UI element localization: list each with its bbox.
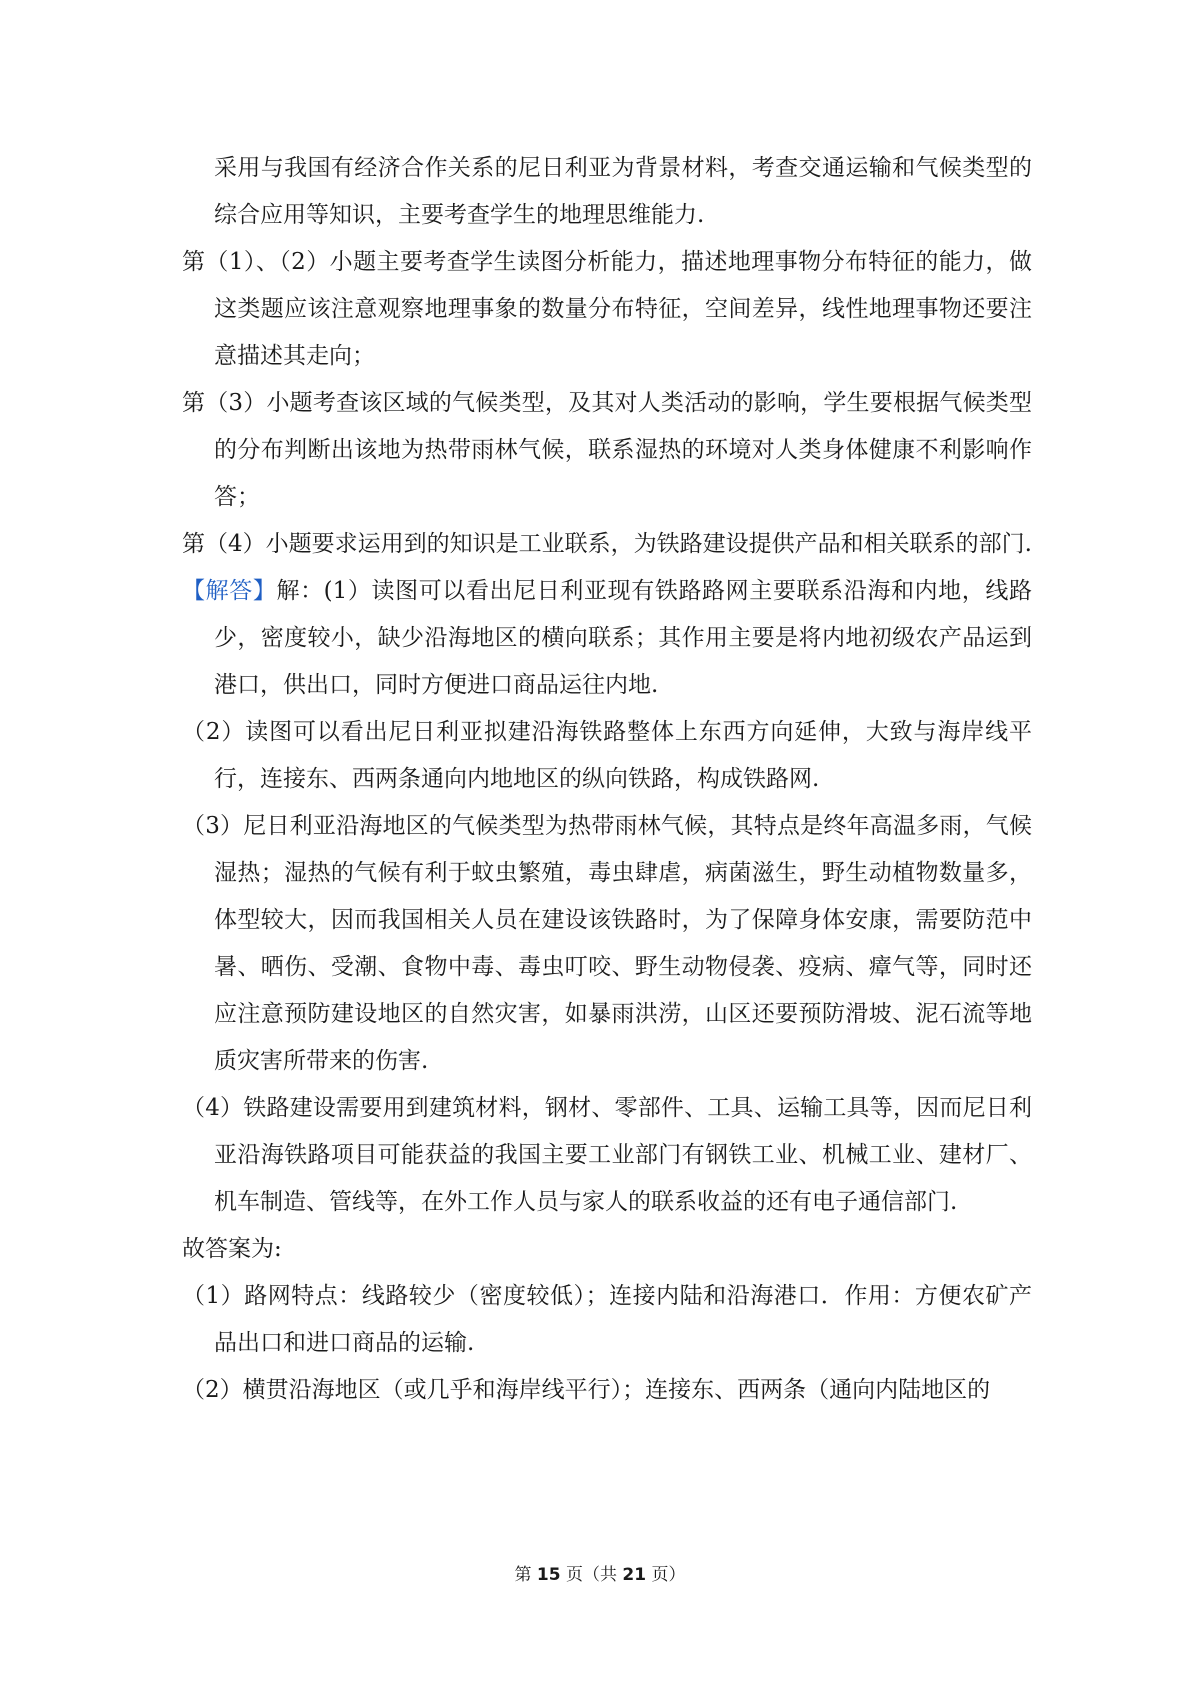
analysis-part-4: 第（4）小题要求运用到的知识是工业联系，为铁路建设提供产品和相关联系的部门. (182, 531, 1032, 557)
answer-part-1-text: 解：(1）读图可以看出尼日利亚现有铁路路网主要联系沿海和内地，线路少，密度较小，缺少沿海地区的横向联系；其作用主要是将内地初级农产品运到港口，供出口，同时方便进口商品运往内地. (214, 578, 1033, 698)
page-content (182, 145, 1032, 1414)
answer-part-4: （4）铁路建设需要用到建筑材料，钢材、零部件、工具、运输工具等，因而尼日利亚沿海铁路项目可能获益的我国主要工业部门有钢铁工业、机械工业、建材厂、机车制造、管线等，在外工作人员与家人的联系收益的还有电子通信部门. (182, 1095, 1032, 1215)
answer-part-1 (182, 568, 1032, 709)
answer-part-3: （3）尼日利亚沿海地区的气候类型为热带雨林气候，其特点是终年高温多雨，气候湿热；湿热的气候有利于蚊虫繁殖，毒虫肆虐，病菌滋生，野生动植物数量多，体型较大，因而我国相关人员在建设该铁路时，为了保障身体安康，需要防范中暑、晒伤、受潮、食物中毒、毒虫叮咬、野生动物侵袭、疫病、瘴气等，同时还应注意预防建设地区的自然灾害，如暴雨洪涝，山区还要预防滑坡、泥石流等地质灾害所带来的伤害. (182, 813, 1032, 1074)
answer-part-2: （2）读图可以看出尼日利亚拟建沿海铁路整体上东西方向延伸，大致与海岸线平行，连接东、西两条通向内地地区的纵向铁路，构成铁路网. (182, 719, 1032, 792)
analysis-part-3: 第（3）小题考查该区域的气候类型，及其对人类活动的影响，学生要根据气候类型的分布判断出该地为热带雨林气候，联系湿热的环境对人类身体健康不利影响作答； (182, 390, 1032, 510)
footer-mid: 页（共 (566, 1565, 617, 1585)
analysis-intro: 采用与我国有经济合作关系的尼日利亚为背景材料，考查交通运输和气候类型的综合应用等知识，主要考查学生的地理思维能力. (214, 155, 1032, 228)
footer-suffix: 页） (651, 1565, 686, 1585)
page-footer (0, 1560, 1200, 1585)
summary-heading: 故答案为: (182, 1236, 282, 1262)
footer-prefix: 第 (514, 1565, 532, 1585)
summary-part-2: （2）横贯沿海地区（或几乎和海岸线平行）；连接东、西两条（通向内陆地区的 (182, 1377, 991, 1403)
footer-page-number: 15 (536, 1565, 561, 1585)
footer-total-pages: 21 (622, 1565, 647, 1585)
answer-label: 【解答】 (182, 578, 277, 604)
analysis-part-1-2: 第（1）、（2）小题主要考查学生读图分析能力，描述地理事物分布特征的能力，做这类题应该注意观察地理事象的数量分布特征，空间差异，线性地理事物还要注意描述其走向； (182, 249, 1032, 369)
summary-part-1: （1）路网特点：线路较少（密度较低）；连接内陆和沿海港口．作用：方便农矿产品出口和进口商品的运输. (182, 1283, 1032, 1356)
